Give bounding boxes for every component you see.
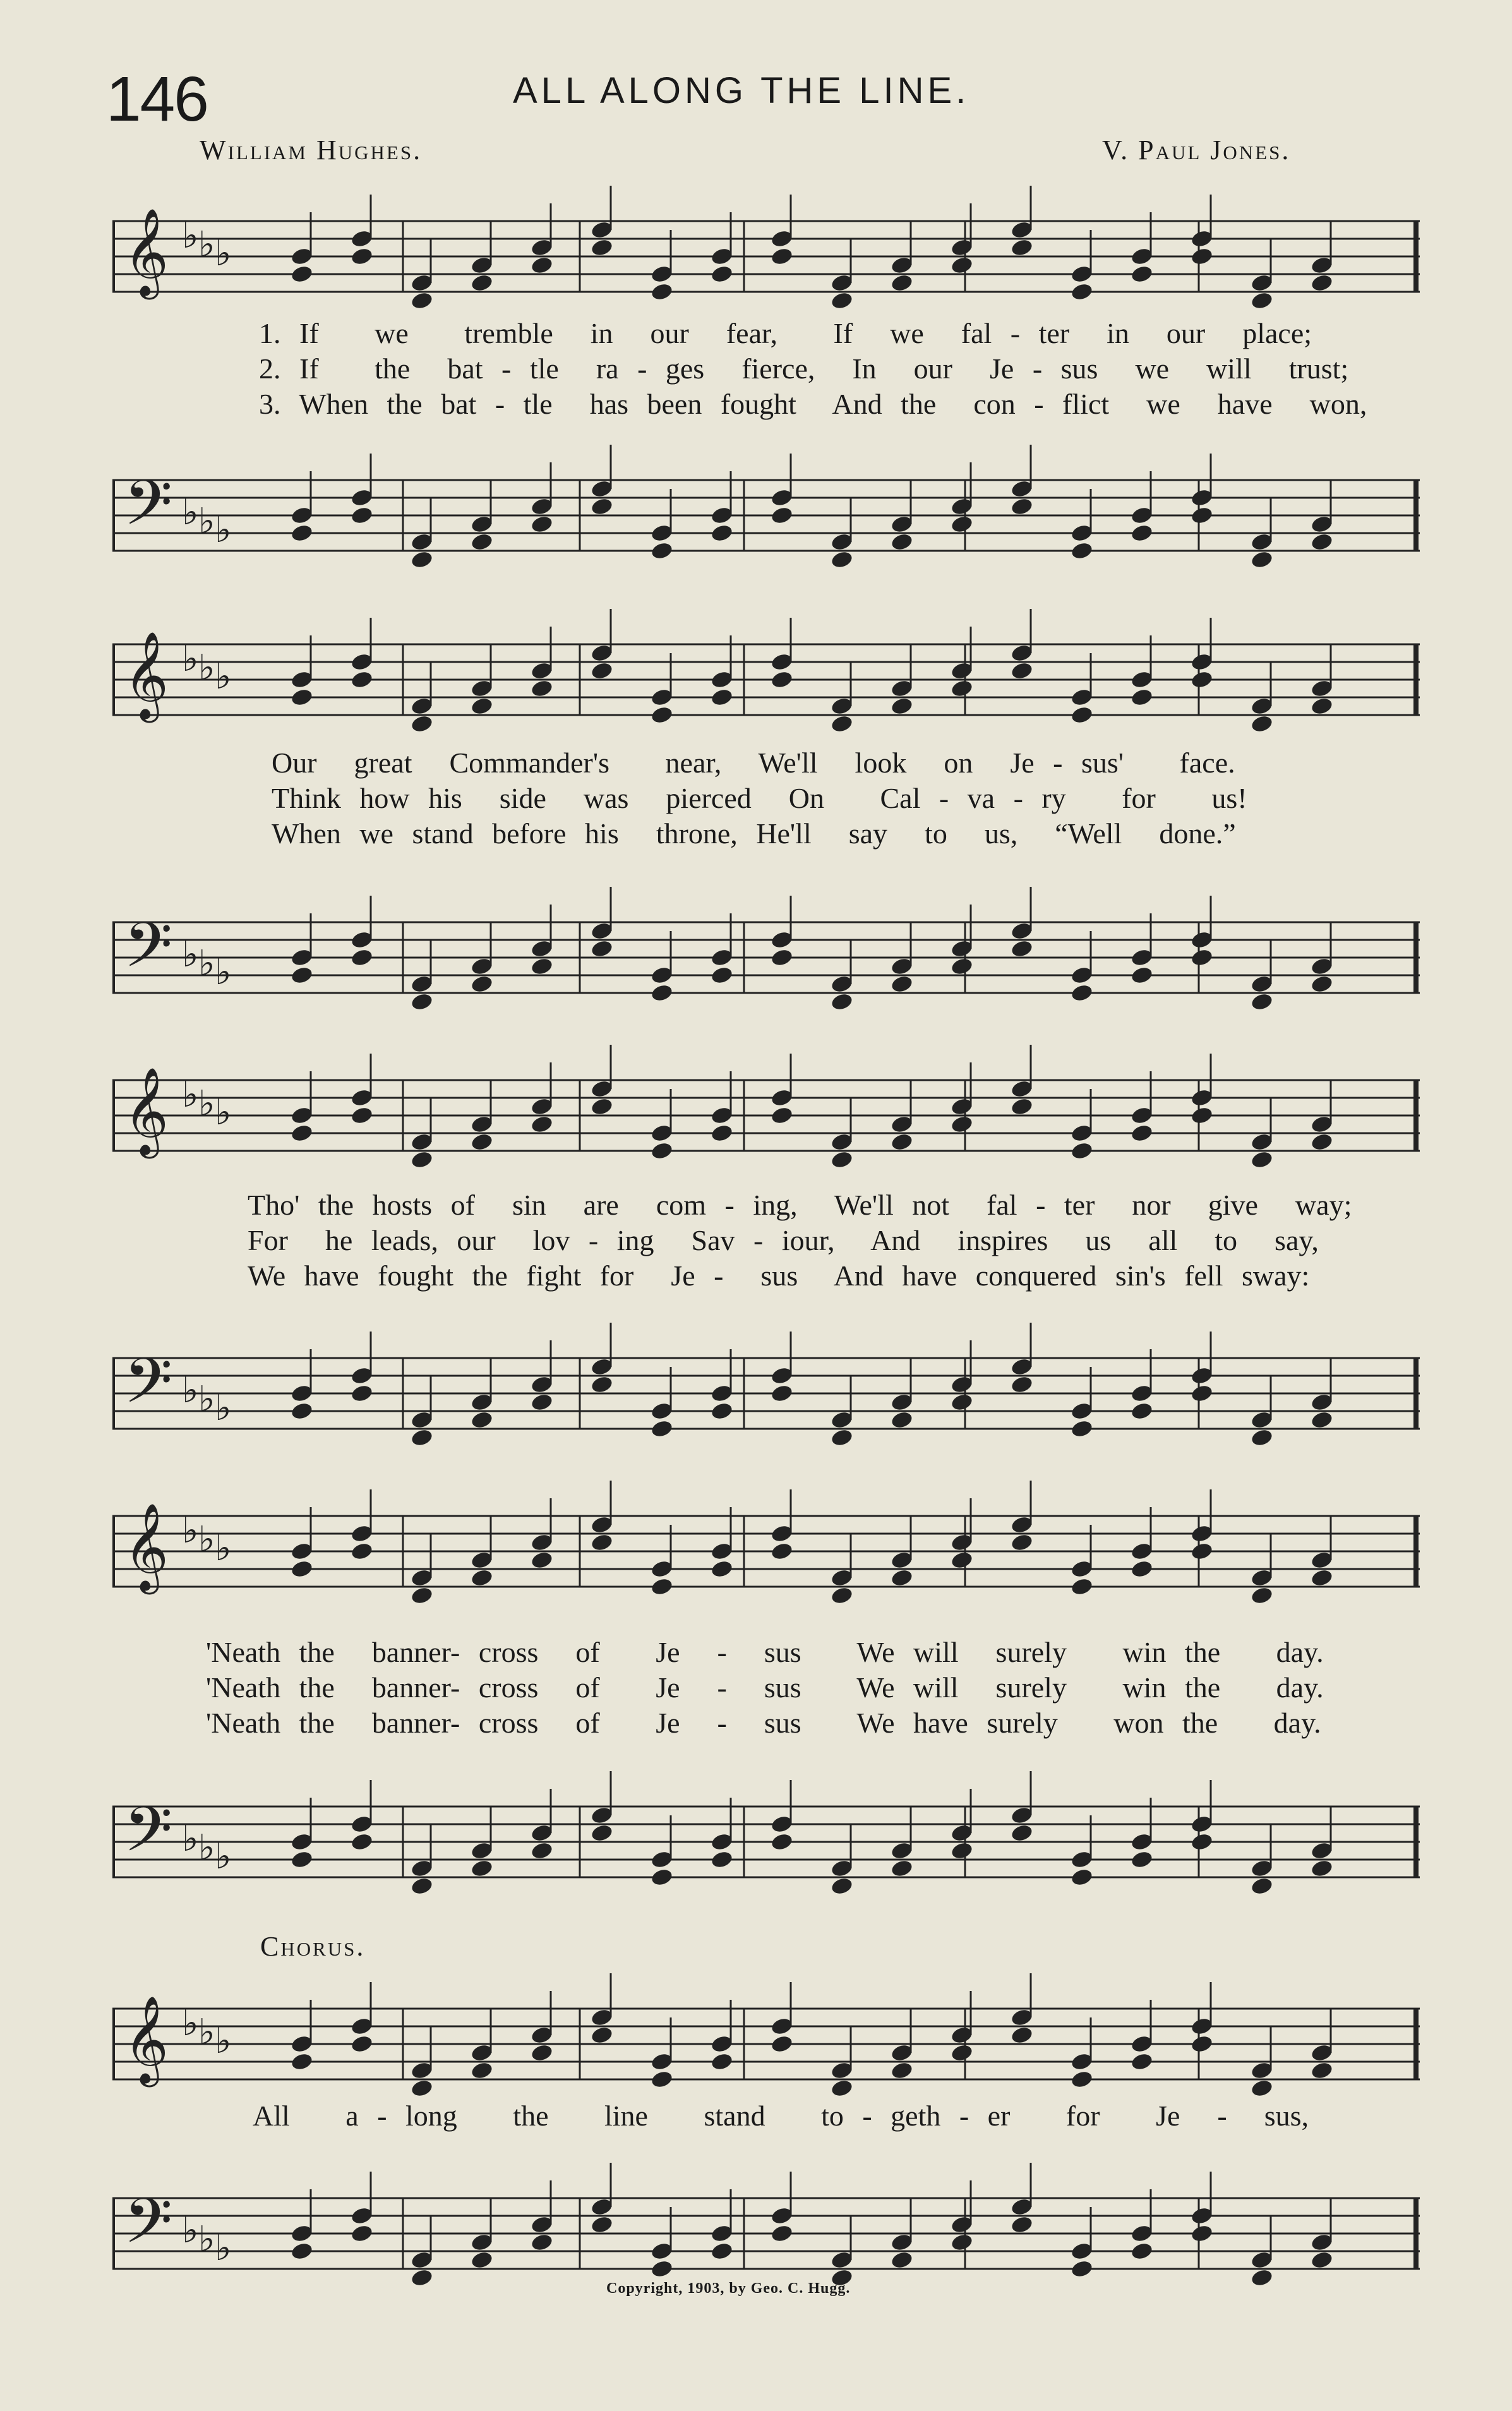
notehead	[770, 947, 794, 968]
notehead	[290, 2241, 314, 2261]
flat-icon: ♭	[198, 1520, 215, 1560]
lyrics-system-4	[206, 1635, 1324, 1741]
notehead	[1310, 1132, 1334, 1152]
flat-icon: ♭	[198, 225, 215, 265]
notehead	[1010, 939, 1034, 959]
lyrics-system-1	[259, 316, 1367, 422]
notehead	[1010, 1823, 1034, 1843]
notehead	[350, 1383, 374, 1404]
treble-clef-icon: 𝄞	[124, 631, 169, 719]
lyric-line: 2. If the bat - tle ra - ges fierce, In our Je - sus we will trust;	[259, 352, 1349, 385]
notehead	[770, 670, 794, 690]
notehead	[590, 237, 614, 258]
notehead	[410, 1150, 434, 1170]
bass-clef-icon: 𝄢	[124, 2185, 173, 2273]
notehead	[590, 1823, 614, 1843]
flat-icon: ♭	[198, 1085, 215, 1124]
lyricist-credit: William Hughes.	[200, 135, 423, 165]
notehead	[1130, 2241, 1154, 2261]
notehead	[410, 992, 434, 1012]
notehead	[1250, 550, 1274, 570]
notehead	[650, 983, 674, 1003]
notehead	[290, 2052, 314, 2072]
notehead	[470, 1410, 494, 1430]
notehead	[1190, 670, 1214, 690]
lyric-line: 'Neath the banner- cross of Je - sus We have surely won the day.	[206, 1707, 1321, 1739]
treble-clef-icon: 𝄞	[124, 1067, 169, 1155]
notehead	[1010, 2215, 1034, 2235]
notehead	[470, 2250, 494, 2270]
notehead	[650, 2069, 674, 2089]
notehead	[890, 1132, 914, 1152]
notehead	[350, 505, 374, 526]
notehead	[890, 532, 914, 552]
notehead	[830, 1428, 854, 1448]
notehead	[1250, 2078, 1274, 2098]
notehead	[1250, 1585, 1274, 1606]
notehead	[410, 1585, 434, 1606]
notehead	[470, 532, 494, 552]
bass-clef-icon: 𝄢	[124, 1345, 173, 1433]
notehead	[530, 2232, 554, 2252]
notehead	[530, 678, 554, 699]
notehead	[1250, 1150, 1274, 1170]
flat-icon: ♭	[215, 658, 232, 697]
notehead	[650, 2259, 674, 2279]
notehead	[1130, 2052, 1154, 2072]
notehead	[470, 1568, 494, 1588]
flat-icon: ♭	[215, 1529, 232, 1568]
notehead	[350, 2034, 374, 2054]
composer-credit: V. Paul Jones.	[1102, 135, 1291, 165]
chorus-label: Chorus.	[260, 1931, 366, 1962]
lyrics-system-2	[272, 745, 1247, 851]
notehead	[290, 965, 314, 985]
notehead	[410, 550, 434, 570]
bass-clef-icon: 𝄢	[124, 1793, 173, 1882]
lyric-line: We have fought the fight for Je - sus And have conquered sin's fell sway:	[248, 1260, 1310, 1292]
staff-drawing	[112, 442, 1420, 608]
notehead	[350, 670, 374, 690]
notehead	[1250, 1428, 1274, 1448]
flat-icon: ♭	[198, 649, 215, 688]
notehead	[530, 2043, 554, 2063]
notehead	[1190, 1105, 1214, 1126]
notehead	[1190, 1383, 1214, 1404]
flat-icon: ♭	[215, 1093, 232, 1133]
lyric-line: For he leads, our lov - ing Sav - iour, And inspires us all to say,	[248, 1224, 1319, 1256]
notehead	[530, 1550, 554, 1570]
notehead	[1310, 1410, 1334, 1430]
notehead	[410, 714, 434, 734]
notehead	[410, 1876, 434, 1896]
notehead	[1130, 965, 1154, 985]
flat-icon: ♭	[215, 511, 232, 550]
notehead	[530, 514, 554, 534]
bass-staff-system-3	[112, 1320, 1420, 1486]
notehead	[290, 264, 314, 284]
notehead	[1250, 291, 1274, 311]
notehead	[890, 1410, 914, 1430]
notehead	[290, 523, 314, 543]
notehead	[410, 291, 434, 311]
notehead	[950, 514, 974, 534]
notehead	[470, 1858, 494, 1879]
notehead	[710, 2241, 734, 2261]
page-number: 146	[106, 64, 208, 135]
notehead	[1130, 264, 1154, 284]
notehead	[830, 1150, 854, 1170]
notehead	[1190, 947, 1214, 968]
notehead	[890, 1568, 914, 1588]
treble-staff-system-3	[112, 1042, 1420, 1208]
notehead	[710, 965, 734, 985]
notehead	[1130, 1559, 1154, 1579]
flat-icon: ♭	[198, 2013, 215, 2052]
lyric-line: 1. If we tremble in our fear, If we fal - ter in our place;	[259, 317, 1312, 349]
flat-icon: ♭	[182, 1512, 199, 1551]
notehead	[770, 1832, 794, 1852]
notehead	[950, 255, 974, 275]
notehead	[350, 246, 374, 267]
flat-icon: ♭	[182, 217, 199, 256]
notehead	[830, 714, 854, 734]
notehead	[770, 505, 794, 526]
notehead	[890, 2060, 914, 2081]
flat-icon: ♭	[198, 1829, 215, 1868]
notehead	[590, 1097, 614, 1117]
notehead	[1070, 282, 1094, 302]
notehead	[1190, 2223, 1214, 2244]
notehead	[890, 974, 914, 994]
notehead	[1250, 2268, 1274, 2288]
notehead	[1310, 696, 1334, 716]
notehead	[950, 2043, 974, 2063]
staff-drawing	[112, 1769, 1420, 1934]
notehead	[890, 696, 914, 716]
notehead	[470, 974, 494, 994]
notehead	[1190, 1541, 1214, 1561]
bass-staff-system-1	[112, 442, 1420, 608]
notehead	[710, 1559, 734, 1579]
notehead	[470, 2060, 494, 2081]
notehead	[350, 2223, 374, 2244]
bass-staff-chorus	[112, 2160, 1420, 2326]
notehead	[1310, 2060, 1334, 2081]
staff-drawing	[112, 1320, 1420, 1486]
staff-drawing	[112, 2160, 1420, 2326]
notehead	[770, 1541, 794, 1561]
lyric-line: Think how his side was pierced On Cal - va - ry for us!	[272, 782, 1247, 814]
notehead	[710, 1401, 734, 1421]
lyric-line: Tho' the hosts of sin are com - ing, We'll not fal - ter nor give way;	[248, 1189, 1352, 1221]
staff-drawing	[112, 1478, 1420, 1644]
notehead	[470, 1132, 494, 1152]
notehead	[710, 1849, 734, 1870]
notehead	[1130, 1849, 1154, 1870]
flat-icon: ♭	[215, 1389, 232, 1428]
notehead	[770, 1105, 794, 1126]
notehead	[1190, 2034, 1214, 2054]
notehead	[650, 541, 674, 561]
flat-icon: ♭	[182, 935, 199, 975]
notehead	[710, 523, 734, 543]
notehead	[710, 1123, 734, 1143]
notehead	[1070, 541, 1094, 561]
lyric-line: All a - long the line stand to - geth - er for Je - sus,	[253, 2100, 1309, 2132]
notehead	[1250, 1876, 1274, 1896]
notehead	[290, 687, 314, 707]
notehead	[890, 1858, 914, 1879]
notehead	[290, 1123, 314, 1143]
notehead	[1010, 661, 1034, 681]
lyric-line: Our great Commander's near, We'll look on Je - sus' face.	[272, 747, 1235, 779]
notehead	[590, 939, 614, 959]
notehead	[590, 2025, 614, 2045]
notehead	[1310, 974, 1334, 994]
notehead	[950, 1841, 974, 1861]
notehead	[1130, 1123, 1154, 1143]
notehead	[530, 1841, 554, 1861]
notehead	[770, 1383, 794, 1404]
flat-icon: ♭	[215, 953, 232, 992]
flat-icon: ♭	[198, 2220, 215, 2259]
notehead	[1070, 2259, 1094, 2279]
notehead	[590, 661, 614, 681]
flat-icon: ♭	[215, 2022, 232, 2061]
notehead	[830, 1585, 854, 1606]
notehead	[770, 246, 794, 267]
notehead	[350, 1541, 374, 1561]
notehead	[1070, 1141, 1094, 1161]
notehead	[890, 273, 914, 293]
lyrics-chorus	[253, 2098, 1309, 2134]
bass-clef-icon: 𝄢	[124, 909, 173, 997]
notehead	[1250, 714, 1274, 734]
flat-icon: ♭	[198, 1380, 215, 1419]
hymn-title: ALL ALONG THE LINE.	[513, 70, 970, 111]
notehead	[650, 282, 674, 302]
flat-icon: ♭	[198, 502, 215, 541]
notehead	[530, 1114, 554, 1134]
flat-icon: ♭	[182, 1371, 199, 1410]
notehead	[1010, 1097, 1034, 1117]
notehead	[950, 2232, 974, 2252]
flat-icon: ♭	[182, 640, 199, 679]
notehead	[650, 1867, 674, 1887]
notehead	[1310, 1858, 1334, 1879]
notehead	[1310, 532, 1334, 552]
lyrics-system-3	[248, 1187, 1352, 1294]
notehead	[530, 255, 554, 275]
notehead	[410, 1428, 434, 1448]
notehead	[290, 1559, 314, 1579]
treble-clef-icon: 𝄞	[124, 208, 169, 296]
flat-icon: ♭	[215, 1837, 232, 1877]
notehead	[770, 2034, 794, 2054]
notehead	[1070, 705, 1094, 725]
notehead	[1250, 992, 1274, 1012]
notehead	[1010, 1532, 1034, 1553]
notehead	[1010, 496, 1034, 517]
notehead	[410, 2078, 434, 2098]
notehead	[590, 1532, 614, 1553]
notehead	[590, 1374, 614, 1395]
flat-icon: ♭	[215, 2229, 232, 2268]
notehead	[830, 2078, 854, 2098]
notehead	[1010, 1374, 1034, 1395]
notehead	[710, 264, 734, 284]
notehead	[650, 705, 674, 725]
lyric-line: 'Neath the banner- cross of Je - sus We will surely win the day.	[206, 1671, 1324, 1704]
notehead	[890, 2250, 914, 2270]
notehead	[830, 1876, 854, 1896]
notehead	[290, 1849, 314, 1870]
treble-staff-system-4	[112, 1478, 1420, 1644]
notehead	[1130, 687, 1154, 707]
treble-clef-icon: 𝄞	[124, 1503, 169, 1591]
bass-staff-system-4	[112, 1769, 1420, 1934]
notehead	[290, 1401, 314, 1421]
notehead	[1010, 237, 1034, 258]
notehead	[830, 291, 854, 311]
notehead	[590, 496, 614, 517]
notehead	[950, 1392, 974, 1412]
notehead	[530, 1392, 554, 1412]
notehead	[410, 2268, 434, 2288]
notehead	[1190, 505, 1214, 526]
notehead	[1310, 2250, 1334, 2270]
staff-drawing	[112, 884, 1420, 1050]
flat-icon: ♭	[182, 2004, 199, 2043]
notehead	[1070, 1867, 1094, 1887]
notehead	[350, 1832, 374, 1852]
notehead	[710, 687, 734, 707]
bass-staff-system-2	[112, 884, 1420, 1050]
flat-icon: ♭	[182, 1820, 199, 1859]
notehead	[650, 1419, 674, 1439]
notehead	[470, 696, 494, 716]
notehead	[710, 2052, 734, 2072]
notehead	[350, 947, 374, 968]
notehead	[950, 1114, 974, 1134]
flat-icon: ♭	[182, 2211, 199, 2251]
notehead	[1130, 1401, 1154, 1421]
notehead	[530, 956, 554, 977]
notehead	[1010, 2025, 1034, 2045]
notehead	[470, 273, 494, 293]
notehead	[1070, 983, 1094, 1003]
notehead	[350, 1105, 374, 1126]
notehead	[1310, 1568, 1334, 1588]
notehead	[1070, 1577, 1094, 1597]
notehead	[950, 678, 974, 699]
notehead	[650, 1577, 674, 1597]
notehead	[1070, 1419, 1094, 1439]
notehead	[770, 2223, 794, 2244]
notehead	[1070, 2069, 1094, 2089]
notehead	[1310, 273, 1334, 293]
notehead	[1190, 1832, 1214, 1852]
notehead	[830, 550, 854, 570]
notehead	[650, 1141, 674, 1161]
notehead	[1190, 246, 1214, 267]
flat-icon: ♭	[198, 944, 215, 983]
flat-icon: ♭	[215, 234, 232, 274]
treble-clef-icon: 𝄞	[124, 1995, 169, 2084]
notehead	[590, 2215, 614, 2235]
lyric-line: 'Neath the banner- cross of Je - sus We will surely win the day.	[206, 1636, 1324, 1668]
lyric-line: 3. When the bat - tle has been fought And the con - flict we have won,	[259, 388, 1367, 420]
notehead	[1130, 523, 1154, 543]
staff-drawing	[112, 1042, 1420, 1208]
notehead	[950, 1550, 974, 1570]
lyric-line: When we stand before his throne, He'll say to us, “Well done.”	[272, 817, 1236, 850]
flat-icon: ♭	[182, 1076, 199, 1115]
bass-clef-icon: 𝄢	[124, 467, 173, 555]
flat-icon: ♭	[182, 493, 199, 532]
notehead	[830, 992, 854, 1012]
notehead	[950, 956, 974, 977]
copyright-notice: Copyright, 1903, by Geo. C. Hugg.	[606, 2280, 851, 2297]
